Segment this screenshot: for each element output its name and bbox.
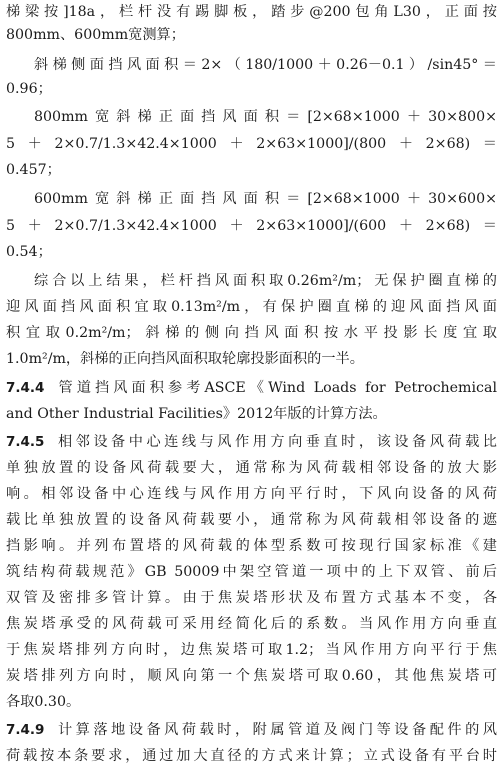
- text-line-16: and Other Industrial Facilities》2012年版的计算方法。: [6, 406, 387, 422]
- section-text: 管道挡风面积参考ASCE《Wind Loads for Petrochemical: [54, 380, 497, 396]
- text-line-21: 挡影响。并列布置塔的风荷载的体型系数可按现行国家标准《建: [6, 538, 497, 554]
- text-line-19: 响。相邻设备中心连线与风作用方向平行时，下风向设备的风荷: [6, 486, 497, 502]
- text-line-12: 迎风面挡风面积宜取0.13m²/m，有保护圈直梯的迎风面挡风面: [6, 299, 497, 315]
- text-line-22: 筑结构荷载规范》GB 50009中架空管道一项中的上下双管、前后: [6, 564, 497, 580]
- text-line-3: 斜梯侧面挡风面积＝2×（180/1000＋0.26－0.1）/sin45°＝: [34, 57, 497, 73]
- text-line-29: 荷载按本条要求，通过加大直径的方式来计算；立式设备有平台时: [6, 748, 497, 764]
- section-number: 7.4.4: [6, 380, 45, 396]
- section-text: 相邻设备中心连线与风作用方向垂直时，该设备风荷载比: [54, 434, 497, 450]
- text-line-6: 5＋2×0.7/1.3×42.4×1000＋2×63×1000]/(800＋2×68)＝: [6, 136, 497, 152]
- text-line-27: 各取0.30。: [6, 694, 81, 710]
- text-line-13: 积宜取0.2m²/m；斜梯的侧向挡风面积按水平投影长度宜取: [6, 325, 497, 341]
- text-line-23: 双管及密排多管计算。由于焦炭塔形状及布置方式基本不变，各: [6, 590, 497, 606]
- text-line-5: 800mm宽斜梯正面挡风面积＝[2×68×1000＋30×800×: [34, 109, 497, 125]
- text-line-7: 0.457；: [6, 162, 61, 178]
- section-number: 7.4.9: [6, 722, 45, 738]
- section-text: 计算落地设备风荷载时，附属管道及阀门等设备配件的风: [54, 722, 497, 738]
- text-line-8: 600mm宽斜梯正面挡风面积＝[2×68×1000＋30×600×: [34, 191, 497, 207]
- section-7-4-5-line-1: [6, 432, 497, 452]
- text-line-25: 于焦炭塔排列方向时，边焦炭塔可取1.2；当风作用方向平行于焦: [6, 642, 497, 658]
- text-line-10: 0.54；: [6, 244, 52, 260]
- text-line-4: 0.96；: [6, 81, 52, 97]
- text-line-1: 梯梁按]18a，栏杆没有踢脚板，踏步@200包角L30，正面按: [6, 4, 497, 20]
- text-line-11: 综合以上结果，栏杆挡风面积取0.26m²/m；无保护圈直梯的: [34, 273, 497, 289]
- text-line-18: 单独放置的设备风荷载要大，通常称为风荷载相邻设备的放大影: [6, 460, 497, 476]
- text-line-20: 载比单独放置的设备风荷载要小，通常称为风荷载相邻设备的遮: [6, 512, 497, 528]
- section-number: 7.4.5: [6, 434, 45, 450]
- text-line-9: 5＋2×0.7/1.3×42.4×1000＋2×63×1000]/(600＋2×68)＝: [6, 218, 497, 234]
- text-line-24: 焦炭塔承受的风荷载可采用经简化后的系数。当风作用方向垂直: [6, 616, 497, 632]
- section-7-4-9-line-1: [6, 720, 497, 740]
- text-line-2: 800mm、600mm宽测算；: [6, 27, 185, 43]
- text-line-26: 炭塔排列方向时，顺风向第一个焦炭塔可取0.60，其他焦炭塔可: [6, 668, 497, 684]
- text-line-14: 1.0m²/m，斜梯的正向挡风面积取轮廓投影面积的一半。: [6, 351, 364, 367]
- section-7-4-4-line-1: [6, 378, 497, 398]
